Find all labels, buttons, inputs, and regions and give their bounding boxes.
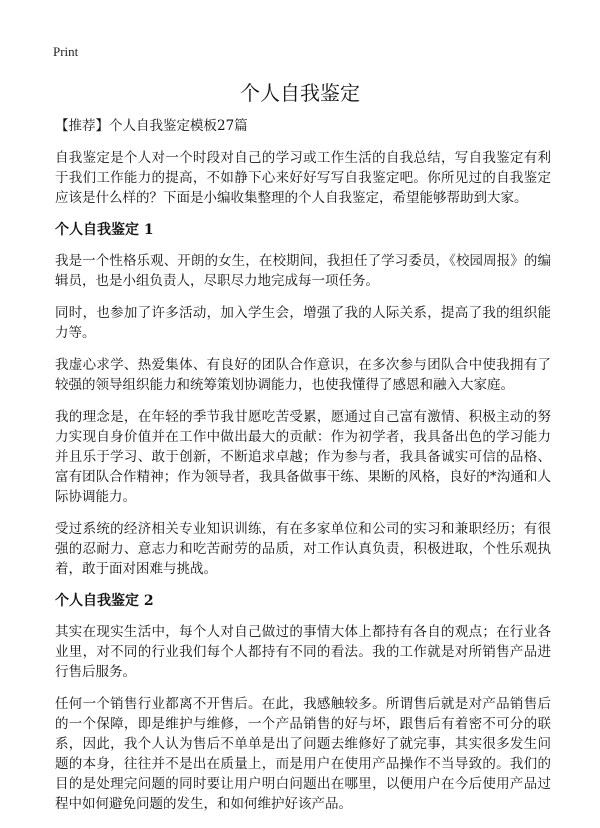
section-heading-1: 个人自我鉴定 1 xyxy=(55,222,154,238)
print-link[interactable]: Print xyxy=(53,44,79,59)
paragraph: 受过系统的经济相关专业知识训练，有在多家单位和公司的实习和兼职经历；有很强的忍耐力、意志力和吃苦耐劳的品质，对工作认真负责，积极进取，个性乐观执着，敢于面对困难与挑战。 xyxy=(55,521,551,577)
paragraph: 同时，也参加了许多活动，加入学生会，增强了我的人际关系，提高了我的组织能力等。 xyxy=(55,305,551,341)
paragraph: 我是一个性格乐观、开朗的女生，在校期间，我担任了学习委员，《校园周报》的编辑员，也是小组负责人，尽职尽力地完成每一项任务。 xyxy=(55,253,551,289)
page-title: 个人自我鉴定 xyxy=(240,81,360,105)
document-body xyxy=(55,116,551,826)
paragraph: 我的理念是，在年轻的季节我甘愿吃苦受累，愿通过自己富有激情、积极主动的努力实现自身价值并在工作中做出最大的贡献：作为初学者，我具备出色的学习能力并且乐于学习、敢于创新，不断追求卓越；作为参与者，我具备诚实可信的品格、富有团队合作精神；作为领导者，我具备做事干练、果断的风格，良好的*沟通和人际协调能力。 xyxy=(55,409,551,505)
paragraph: 我虚心求学、热爱集体、有良好的团队合作意识，在多次参与团队合中使我拥有了较强的领导组织能力和统筹策划协调能力，也使我懂得了感恩和融入大家庭。 xyxy=(55,357,551,393)
paragraph: 其实在现实生活中，每个人对自己做过的事情大体上都持有各自的观点；在行业各业里，对不同的行业我们每个人都持有不同的看法。我的工作就是对所销售产品进行售后服务。 xyxy=(55,624,551,680)
intro-paragraph: 自我鉴定是个人对一个时段对自己的学习或工作生活的自我总结，写自我鉴定有利于我们工作能力的提高，不如静下心来好好写写自我鉴定吧。你所见过的自我鉴定应该是什么样的？下面是小编收集整理的个人自我鉴定，希望能够帮助到大家。 xyxy=(55,150,551,206)
paragraph: 任何一个销售行业都离不开售后。在此，我感触较多。所谓售后就是对产品销售后的一个保障，即是维护与维修，一个产品销售的好与坏，跟售后有着密不可分的联系，因此，我个人认为售后不单单是出了问题去维修好了就完事，其实很多发生问题的本身，往往并不是出在质量上，而是用户在使用产品操作不当导致的。我们的目的是处理完问题的同时要让用户明白问题出在哪里，以便用户在今后使用产品过程中如何避免问题的发生，和如何维护好该产品。 xyxy=(55,696,551,812)
recommend-line: 【推荐】个人自我鉴定模板27篇 xyxy=(55,118,248,134)
section-heading-2: 个人自我鉴定 2 xyxy=(55,593,154,609)
